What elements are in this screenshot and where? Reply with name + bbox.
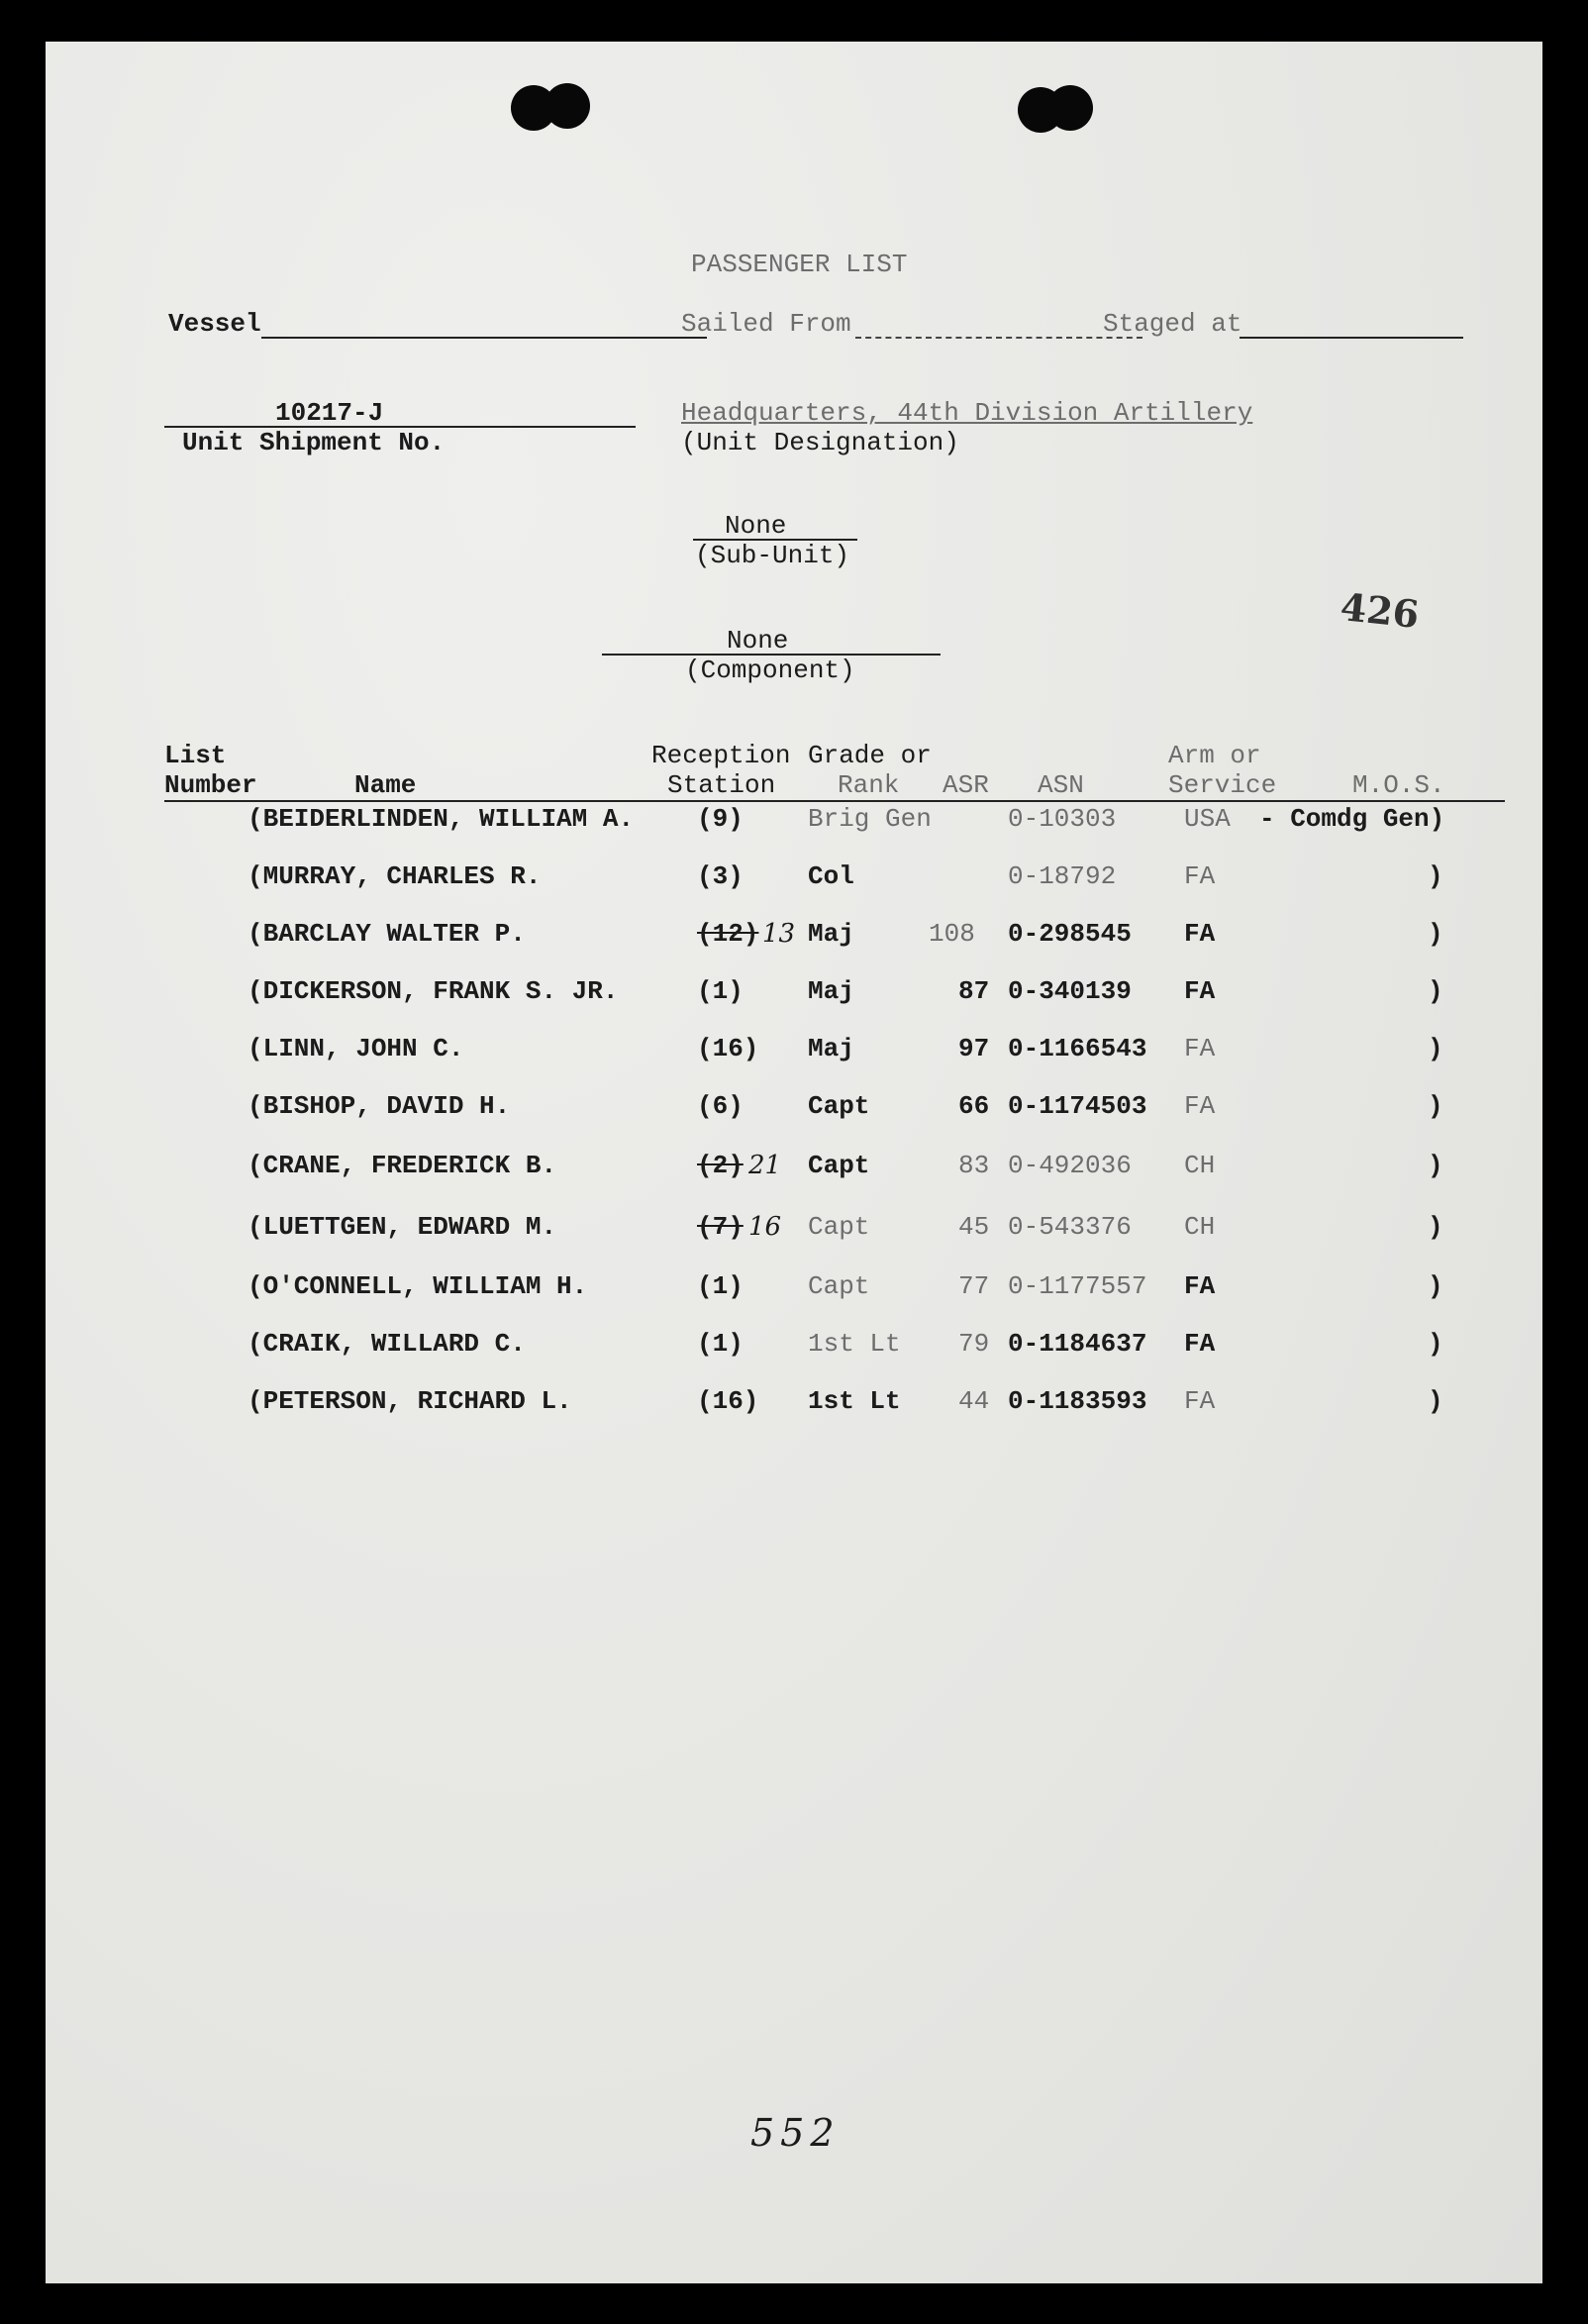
row-asn: 0-10303 [1008,804,1117,834]
document-page [46,42,1542,2283]
row-name: (LUETTGEN, EDWARD M. [248,1212,557,1242]
row-mos: ) [1428,1151,1443,1180]
table-row [46,1212,1542,1252]
row-station: (3) [697,861,744,891]
row-name: (MURRAY, CHARLES R. [248,861,542,891]
col-asr: ASR [943,770,989,800]
row-rank: Col [808,861,854,891]
table-row [46,804,1542,844]
row-asr: 87 [958,976,990,1006]
row-name: (CRAIK, WILLARD C. [248,1329,526,1359]
row-name: (BISHOP, DAVID H. [248,1091,511,1121]
row-name: (CRANE, FREDERICK B. [248,1151,557,1180]
row-asn: 0-18792 [1008,861,1117,891]
row-asn: 0-340139 [1008,976,1132,1006]
row-mos: ) [1428,1271,1443,1301]
row-mos: ) [1428,1329,1443,1359]
col-asn: ASN [1038,770,1084,800]
row-rank: 1st Lt [808,1329,901,1359]
page-number: 552 [750,2111,841,2155]
row-mos: - Comdg Gen) [1259,804,1445,834]
row-rank: 1st Lt [808,1386,901,1416]
row-mos: ) [1428,1212,1443,1242]
row-name: (O'CONNELL, WILLIAM H. [248,1271,588,1301]
row-station: (16) [697,1386,759,1416]
row-station: (2) [697,1151,744,1180]
col-mos: M.O.S. [1352,770,1445,800]
row-station-handwritten: 16 [748,1212,782,1242]
row-mos: ) [1428,1386,1443,1416]
col-rank: Rank [838,770,900,800]
punch-hole-right-b [1047,85,1093,131]
col-station: Station [667,770,776,800]
row-arm: USA [1184,804,1231,834]
col-reception: Reception [651,741,791,770]
row-asr: 45 [958,1212,990,1242]
row-station: (9) [697,804,744,834]
row-mos: ) [1428,1091,1443,1121]
sailed-from-label: Sailed From [681,309,851,339]
row-asn: 0-1166543 [1008,1034,1147,1063]
col-service: Service [1168,770,1277,800]
table-row [46,1271,1542,1311]
row-name: (BARCLAY WALTER P. [248,919,526,949]
vessel-blank [261,337,707,339]
table-row [46,1386,1542,1426]
sub-unit-label: (Sub-Unit) [695,541,850,570]
col-list: List [164,741,227,770]
staged-at-blank [1240,337,1463,339]
sailed-from-blank [855,337,1142,339]
row-arm: CH [1184,1212,1216,1242]
row-arm: FA [1184,1034,1216,1063]
table-row [46,861,1542,901]
row-name: (BEIDERLINDEN, WILLIAM A. [248,804,635,834]
col-number: Number [164,770,257,800]
row-asn: 0-1174503 [1008,1091,1147,1121]
row-asn: 0-543376 [1008,1212,1132,1242]
component-label: (Component) [685,656,855,685]
row-rank: Capt [808,1212,870,1242]
unit-designation-label: (Unit Designation) [681,428,959,457]
row-rank: Capt [808,1271,870,1301]
row-asn: 0-1177557 [1008,1271,1147,1301]
row-mos: ) [1428,1034,1443,1063]
row-station: (1) [697,1329,744,1359]
col-name: Name [354,770,417,800]
row-station-handwritten: 21 [748,1151,782,1180]
row-asr: 66 [958,1091,990,1121]
row-station: (1) [697,976,744,1006]
row-arm: FA [1184,1091,1216,1121]
header-underline [164,800,1505,802]
row-arm: CH [1184,1151,1216,1180]
row-asn: 0-298545 [1008,919,1132,949]
row-rank: Brig Gen [808,804,932,834]
row-station: (7) [697,1212,744,1242]
table-row [46,1034,1542,1073]
row-mos: ) [1428,976,1443,1006]
row-arm: FA [1184,1271,1216,1301]
row-asr: 97 [958,1034,990,1063]
row-rank: Maj [808,976,854,1006]
row-station: (12) [697,919,759,949]
row-mos: ) [1428,861,1443,891]
row-name: (LINN, JOHN C. [248,1034,464,1063]
col-grade-or: Grade or [808,741,932,770]
row-arm: FA [1184,1329,1216,1359]
row-asr: 83 [958,1151,990,1180]
table-row [46,919,1542,959]
row-asr: 79 [958,1329,990,1359]
row-station: (16) [697,1034,759,1063]
row-arm: FA [1184,919,1216,949]
row-asr: 108 [929,919,975,949]
row-arm: FA [1184,1386,1216,1416]
row-arm: FA [1184,976,1216,1006]
row-rank: Capt [808,1151,870,1180]
table-row [46,1329,1542,1368]
row-rank: Capt [808,1091,870,1121]
stamp-number: 426 [1338,583,1422,638]
row-asn: 0-492036 [1008,1151,1132,1180]
unit-shipment-number: 10217-J [275,398,384,428]
row-asr: 77 [958,1271,990,1301]
col-arm-or: Arm or [1168,741,1261,770]
vessel-label: Vessel [168,309,261,339]
punch-hole-left-b [545,83,590,129]
row-arm: FA [1184,861,1216,891]
row-asn: 0-1183593 [1008,1386,1147,1416]
table-row [46,976,1542,1016]
table-row [46,1091,1542,1131]
row-name: (PETERSON, RICHARD L. [248,1386,572,1416]
unit-designation: Headquarters, 44th Division Artillery [681,398,1253,428]
row-station-handwritten: 13 [762,919,796,949]
unit-shipment-label: Unit Shipment No. [182,428,446,457]
table-row [46,1151,1542,1190]
row-station: (1) [697,1271,744,1301]
sub-unit-value: None [725,511,787,541]
document-title: PASSENGER LIST [691,250,908,279]
row-rank: Maj [808,919,854,949]
row-name: (DICKERSON, FRANK S. JR. [248,976,619,1006]
row-asr: 44 [958,1386,990,1416]
row-asn: 0-1184637 [1008,1329,1147,1359]
staged-at-label: Staged at [1103,309,1242,339]
component-value: None [727,626,789,656]
row-rank: Maj [808,1034,854,1063]
row-mos: ) [1428,919,1443,949]
row-station: (6) [697,1091,744,1121]
